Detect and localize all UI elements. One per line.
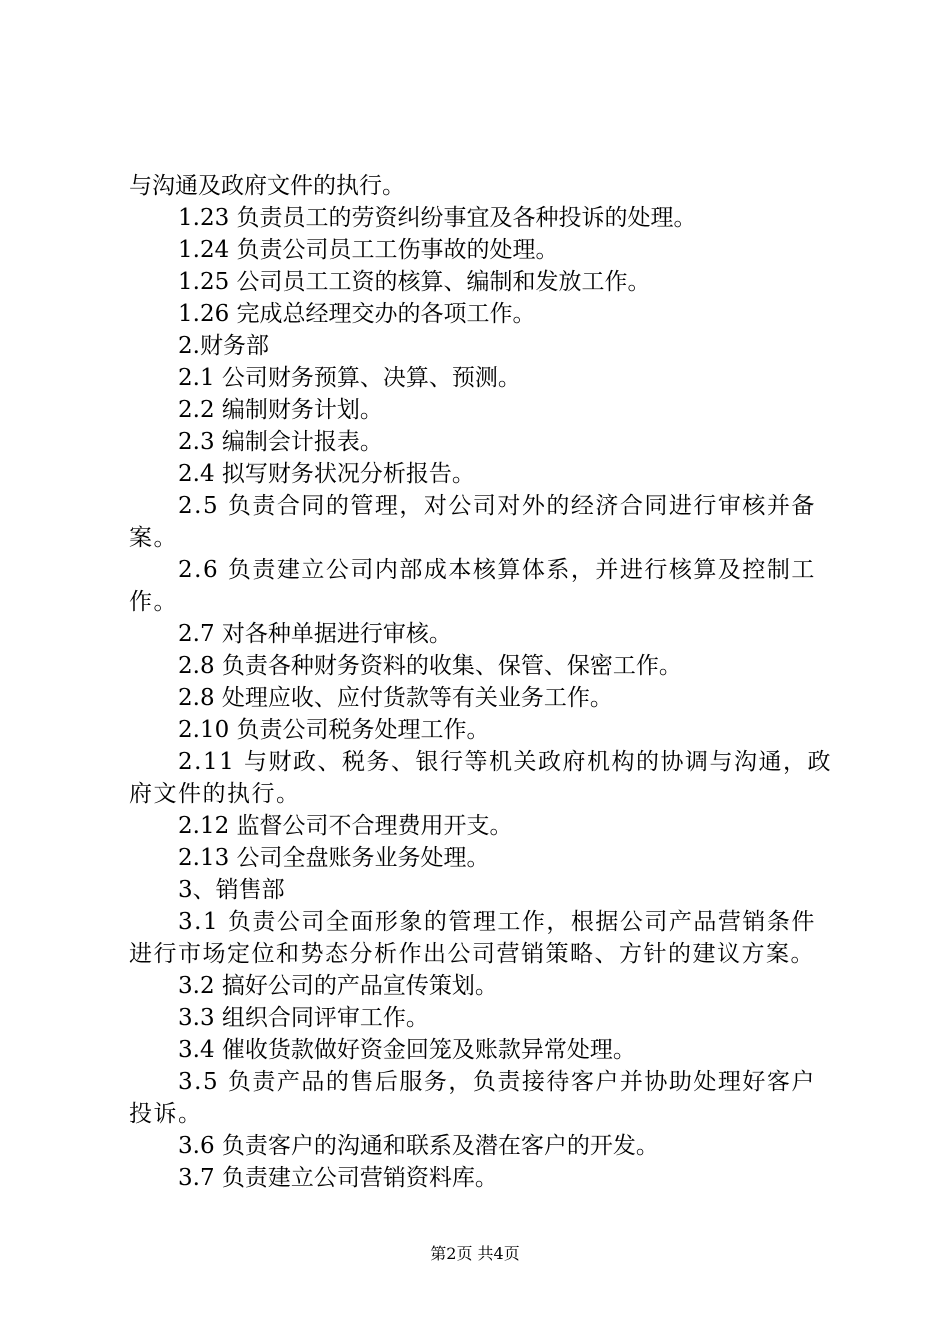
text-line: 2.7 对各种单据进行审核。 (178, 621, 452, 647)
text-line: 2.3 编制会计报表。 (178, 429, 383, 455)
paragraph-2-11: 2.11 与财政、税务、银行等机关政府机构的协调与沟通，政府文件的执行。 (129, 749, 833, 807)
text-line: 2.8 负责各种财务资料的收集、保管、保密工作。 (178, 653, 682, 679)
paragraph-2-6: 2.6 负责建立公司内部成本核算体系，并进行核算及控制工作。 (129, 557, 816, 615)
text-line: 2.10 负责公司税务处理工作。 (178, 717, 490, 743)
paragraph-2-5: 2.5 负责合同的管理，对公司对外的经济合同进行审核并备案。 (129, 493, 816, 551)
document-body (129, 170, 833, 1194)
text-line: 3.2 搞好公司的产品宣传策划。 (178, 973, 498, 999)
page-number-footer: 第2页 共4页 (430, 1244, 520, 1263)
text-line: 2.13 公司全盘账务业务处理。 (178, 845, 490, 871)
text-line: 与沟通及政府文件的执行。 (129, 173, 405, 199)
section-heading-sales: 3、销售部 (178, 877, 285, 903)
text-line: 2.8 处理应收、应付货款等有关业务工作。 (178, 685, 613, 711)
text-line: 3.7 负责建立公司营销资料库。 (178, 1165, 498, 1191)
text-line: 2.4 拟写财务状况分析报告。 (178, 461, 475, 487)
text-line: 2.2 编制财务计划。 (178, 397, 383, 423)
text-line: 2.12 监督公司不合理费用开支。 (178, 813, 513, 839)
text-line: 1.25 公司员工工资的核算、编制和发放工作。 (178, 269, 651, 295)
text-line: 3.6 负责客户的沟通和联系及潜在客户的开发。 (178, 1133, 659, 1159)
text-line: 1.24 负责公司员工工伤事故的处理。 (178, 237, 559, 263)
text-line: 1.23 负责员工的劳资纠纷事宜及各种投诉的处理。 (178, 205, 697, 231)
text-line: 3.3 组织合同评审工作。 (178, 1005, 429, 1031)
text-line: 3.4 催收货款做好资金回笼及账款异常处理。 (178, 1037, 636, 1063)
paragraph-3-1: 3.1 负责公司全面形象的管理工作，根据公司产品营销条件进行市场定位和势态分析作出公司营销策略、方针的建议方案。 (129, 909, 816, 967)
paragraph-3-5: 3.5 负责产品的售后服务，负责接待客户并协助处理好客户投诉。 (129, 1069, 816, 1127)
text-line: 2.1 公司财务预算、决算、预测。 (178, 365, 521, 391)
text-line: 1.26 完成总经理交办的各项工作。 (178, 301, 536, 327)
section-heading-finance: 2.财务部 (178, 333, 269, 359)
